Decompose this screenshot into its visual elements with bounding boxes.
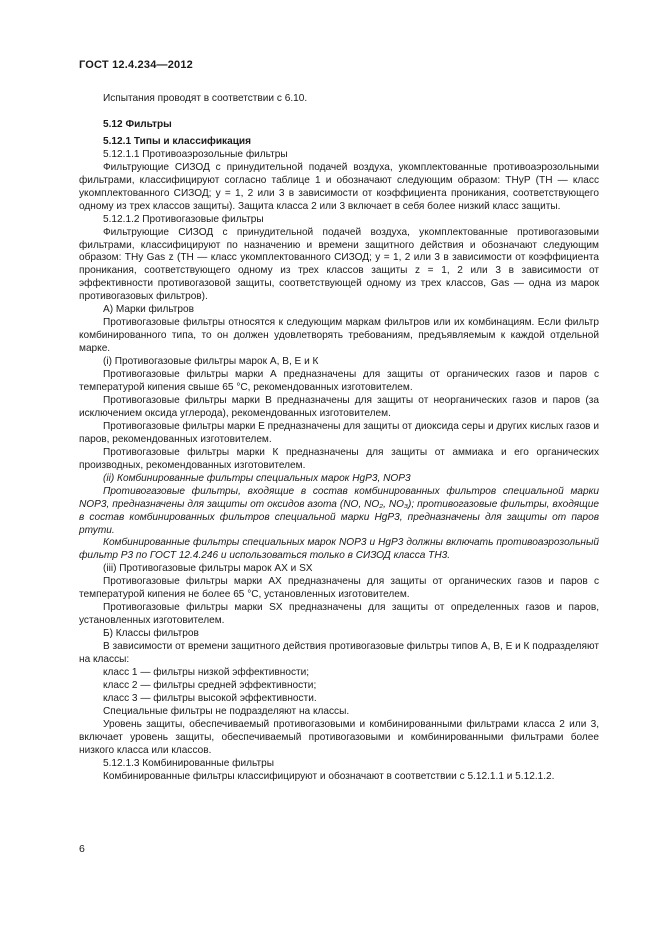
paragraph-mark-k: Противогазовые фильтры марки К предназначены для защиты от аммиака и его органических производных, рекомендованных изготовителем. bbox=[79, 446, 599, 471]
list-item-class-1: класс 1 — фильтры низкой эффективности; bbox=[103, 666, 310, 678]
heading-5-12: 5.12 Фильтры bbox=[103, 118, 172, 130]
subheading-marks-ax-sx: (iii) Противогазовые фильтры марок АХ и SX bbox=[103, 563, 313, 575]
paragraph-special-marks: Противогазовые фильтры, входящие в состав комбинированных фильтров специальной марки NOP3, предназначены для защиты от оксидов азота (NO, NO₂, NO₃); противогазовые фильтры, входящие в состав комбинированных фильтров специальной марки HgP3, предназначены для защиты от паров ртути. bbox=[79, 485, 599, 536]
paragraph-special-no-classes: Специальные фильтры не подразделяют на классы. bbox=[103, 705, 350, 717]
page-number: 6 bbox=[79, 843, 85, 855]
subheading-filter-classes: Б) Классы фильтров bbox=[103, 628, 199, 640]
document-header: ГОСТ 12.4.234—2012 bbox=[79, 59, 193, 71]
list-item-class-2: класс 2 — фильтры средней эффективности; bbox=[103, 679, 317, 691]
heading-5-12-1-2: 5.12.1.2 Противогазовые фильтры bbox=[103, 213, 264, 225]
heading-5-12-1-3: 5.12.1.3 Комбинированные фильтры bbox=[103, 757, 274, 769]
page-body bbox=[79, 93, 599, 784]
paragraph-mark-e: Противогазовые фильтры марки Е предназначены для защиты от диоксида серы и других кислых газов и паров, рекомендованных изготовителем. bbox=[79, 420, 599, 445]
paragraph-combined-filters: Комбинированные фильтры классифицируют и обозначают в соответствии с 5.12.1.1 и 5.12.1.2. bbox=[103, 770, 555, 782]
paragraph-combined-special: Комбинированные фильтры специальных марок NOP3 и HgP3 должны включать противоаэрозольный фильтр Р3 по ГОСТ 12.4.246 и использоваться только в СИЗОД класса ТН3. bbox=[79, 537, 599, 562]
heading-5-12-1: 5.12.1 Типы и классификация bbox=[103, 135, 252, 147]
paragraph-protection-level: Уровень защиты, обеспечиваемый противогазовыми и комбинированными фильтрами класса 2 или 3, включает уровень защиты, обеспечиваемый противогазовыми и комбинированными фильтрами более низкого класса или классов. bbox=[79, 718, 599, 756]
heading-5-12-1-1: 5.12.1.1 Противоаэрозольные фильтры bbox=[103, 148, 288, 160]
paragraph-mark-ax: Противогазовые фильтры марки АХ предназначены для защиты от органических газов и паров с температурой кипения не более 65 °С, установленных изготовителем. bbox=[79, 576, 599, 601]
paragraph-filter-classes: В зависимости от времени защитного действия противогазовые фильтры типов А, В, Е и К подразделяют на классы: bbox=[79, 641, 599, 666]
paragraph-filter-marks: Противогазовые фильтры относятся к следующим маркам фильтров или их комбинациям. Если фильтр комбинированного типа, то он должен удовлетворять требованиям, предъявляемым к каждой отдельной марке. bbox=[79, 317, 599, 355]
subheading-special-marks: (ii) Комбинированные фильтры специальных марок HgP3, NOP3 bbox=[103, 472, 411, 484]
subheading-filter-marks: А) Марки фильтров bbox=[103, 304, 195, 316]
paragraph-mark-b: Противогазовые фильтры марки В предназначены для защиты от неорганических газов и паров (за исключением оксида углерода), рекомендованных изготовителем. bbox=[79, 394, 599, 419]
subheading-marks-abek: (i) Противогазовые фильтры марок А, В, Е и К bbox=[103, 356, 319, 368]
list-item-class-3: класс 3 — фильтры высокой эффективности. bbox=[103, 692, 317, 704]
paragraph-mark-a: Противогазовые фильтры марки А предназначены для защиты от органических газов и паров с температурой кипения свыше 65 °С, рекомендованных изготовителем. bbox=[79, 369, 599, 394]
paragraph-mark-sx: Противогазовые фильтры марки SX предназначены для защиты от определенных газов и паров, установленных изготовителем. bbox=[79, 602, 599, 627]
paragraph-test-reference: Испытания проводят в соответствии с 6.10. bbox=[103, 93, 308, 104]
paragraph-aerosol-filters: Фильтрующие СИЗОД с принудительной подачей воздуха, укомплектованные противоаэрозольными фильтрами, классифицируют согласно таблице 1 и обозначают следующим образом: ТНуР (ТН — класс укомплектованного СИЗОД; у = 1, 2 или 3 в зависимости от коэффициента проникания, соответствующего одному из трех классов защиты). Защита класса 2 или 3 включает в себя более низкий класс защиты. bbox=[79, 161, 599, 212]
paragraph-gas-filters: Фильтрующие СИЗОД с принудительной подачей воздуха, укомплектованные противогазовыми фильтрами, классифицируют по назначению и времени защитного действия и обозначают следующим образом: ТНу Gas z (ТН — класс укомплектованного СИЗОД; у = 1, 2 или 3 в зависимости от коэффициента проникания, соответствующего одному из трех классов защиты z = 1, 2 или 3 в зависимости от эффективности противогазовой защиты, соответствующей одному из трех классов, Gas — одна из марок противогазовых фильтров). bbox=[79, 226, 599, 303]
